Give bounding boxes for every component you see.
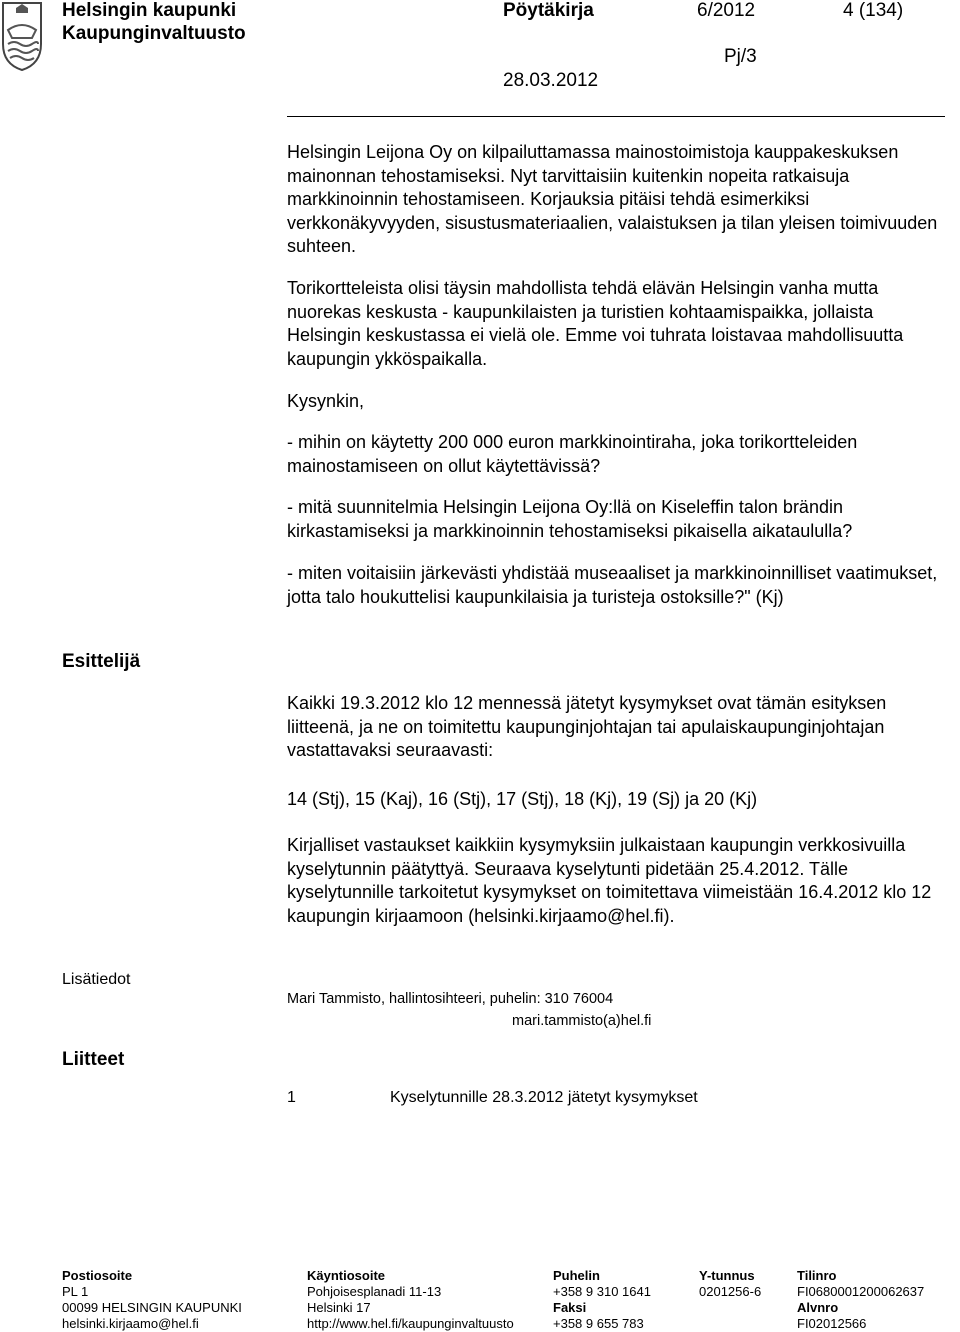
header-item: Pj/3 <box>724 46 757 67</box>
esittelija-label: Esittelijä <box>62 651 141 672</box>
footer-phone-title: Puhelin <box>553 1268 600 1283</box>
footer-vat-title: Alvnro <box>797 1300 839 1315</box>
footer-phone <box>553 1268 651 1332</box>
footer-visit-line2: Helsinki 17 <box>307 1300 371 1315</box>
lisatiedot-label: Lisätiedot <box>62 971 131 988</box>
footer-fax-number: +358 9 655 783 <box>553 1316 644 1331</box>
header-number: 6/2012 <box>697 0 756 21</box>
lisatiedot-email: mari.tammisto(a)hel.fi <box>512 1013 652 1029</box>
header-page: 4 (134) <box>843 0 904 21</box>
footer-phone-number: +358 9 310 1641 <box>553 1284 651 1299</box>
footer-vat-number: FI02012566 <box>797 1316 867 1331</box>
footer-postal-line1: PL 1 <box>62 1284 89 1299</box>
paragraph-1: Helsingin Leijona Oy on kilpailuttamassa mainostoimistoja kauppakeskuksen mainonnan tehostamiseksi. Nyt tarvittaisiin kuitenkin nopeita ratkaisuja markkinoinnin tehostamiseen. Korjauksia pitäisi tehdä esimerkiksi verkkonäkyvyyden, sisustusmateriaalien, valaistuksen ja tilan yleisen toimivuuden suhteen. <box>287 142 938 256</box>
footer-visit-title: Käyntiosoite <box>307 1268 386 1283</box>
liitteet-label: Liitteet <box>62 1049 125 1070</box>
question-1: - mihin on käytetty 200 000 euron markkinointiraha, joka torikortteleiden mainostamiseen on ollut käytettävissä? <box>287 432 858 476</box>
header-city: Helsingin kaupunki <box>62 0 237 21</box>
footer-account <box>797 1268 924 1332</box>
footer-business-id <box>699 1268 761 1300</box>
attachment-number: 1 <box>287 1089 296 1106</box>
footer-account-number: FI0680001200062637 <box>797 1284 925 1299</box>
header-body: Kaupunginvaltuusto <box>62 23 246 44</box>
paragraph-2: Torikortteleista olisi täysin mahdollista tehdä elävän Helsingin vanha mutta nuorekas keskusta - kaupunkilaisten ja turistien kohtaamispaikka, jollaista Helsingin keskustassa ei vielä ole. Emme voi tuhrata loistavaa mahdollisuutta kaupungin ykköspaikalla. <box>287 278 904 369</box>
question-3: - miten voitaisiin järkevästi yhdistää museaaliset ja markkinoinnilliset vaatimukset, jotta talo houkuttelisi kaupunkilaisia ja turisteja ostoksille?" (Kj) <box>287 563 938 607</box>
city-crest-logo <box>0 0 44 72</box>
esittelija-paragraph-2: 14 (Stj), 15 (Kaj), 16 (Stj), 17 (Stj), 18 (Kj), 19 (Sj) ja 20 (Kj) <box>287 789 758 809</box>
footer-postal-line2: 00099 HELSINGIN KAUPUNKI <box>62 1300 242 1315</box>
header-doc-type: Pöytäkirja <box>503 0 594 21</box>
header-rule <box>287 116 945 117</box>
esittelija-paragraph-1: Kaikki 19.3.2012 klo 12 mennessä jätetyt kysymykset ovat tämän esityksen liitteenä, ja ne on toimitettu kaupunginjohtajan tai apulaiskaupunginjohtajan vastattavaksi seuraavasti: <box>287 693 887 760</box>
footer-business-id-title: Y-tunnus <box>699 1268 755 1283</box>
lisatiedot-contact: Mari Tammisto, hallintosihteeri, puhelin: 310 76004 <box>287 991 614 1007</box>
footer-fax-title: Faksi <box>553 1300 587 1315</box>
header-date: 28.03.2012 <box>503 70 599 91</box>
footer-visit-line1: Pohjoisesplanadi 11-13 <box>307 1284 442 1299</box>
paragraph-3: Kysynkin, <box>287 391 365 411</box>
esittelija-paragraph-3: Kirjalliset vastaukset kaikkiin kysymyksiin julkaistaan kaupungin verkkosivuilla kyselytunnin päätyttyä. Seuraava kyselytunti pidetään 25.4.2012. Tälle kyselytunnille tarkoitetut kysymykset on toimitettava viimeistään 16.4.2012 klo 12 kaupungin kirjaamoon (helsinki.kirjaamo@hel.fi). <box>287 835 932 926</box>
question-2: - mitä suunnitelmia Helsingin Leijona Oy:llä on Kiseleffin talon brändin kirkastamiseksi ja markkinoinnin tehostamiseksi pikaisella aikataululla? <box>287 497 853 541</box>
footer-business-id-value: 0201256-6 <box>699 1284 762 1299</box>
footer-account-title: Tilinro <box>797 1268 837 1283</box>
footer-visit-address <box>307 1268 514 1332</box>
footer-postal-address <box>62 1268 242 1332</box>
footer-postal-email: helsinki.kirjaamo@hel.fi <box>62 1316 199 1331</box>
footer-visit-url: http://www.hel.fi/kaupunginvaltuusto <box>307 1316 514 1331</box>
attachment-title: Kyselytunnille 28.3.2012 jätetyt kysymykset <box>390 1089 698 1106</box>
footer-postal-title: Postiosoite <box>62 1268 133 1283</box>
